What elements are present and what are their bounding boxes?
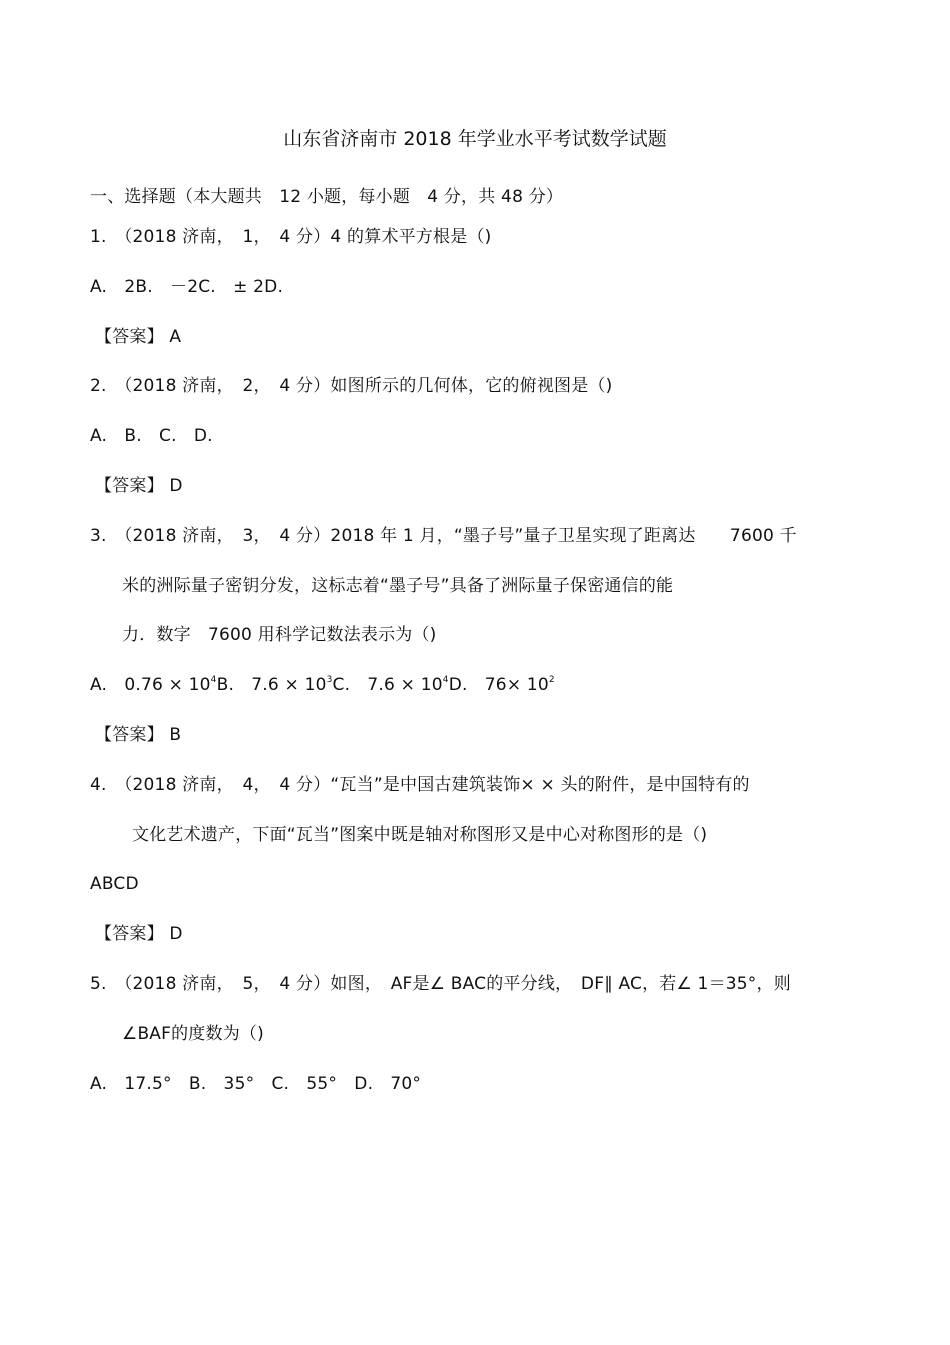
question-2-stem: 2. （2018 济南， 2， 4 分）如图所示的几何体，它的俯视图是（): [90, 376, 613, 396]
option-c-base: C. 7.6 × 10: [332, 675, 443, 695]
question-3-stem-line-2: 米的洲际量子密钥分发，这标志着“墨子号”具备了洲际量子保密通信的能: [122, 576, 674, 596]
option-a-exponent: 4: [210, 675, 217, 685]
question-3-options: [90, 674, 555, 696]
question-2-options: A. B. C. D.: [90, 426, 213, 446]
question-5-stem-line-2: ∠BAF的度数为（): [122, 1024, 264, 1044]
option-c-exponent: 4: [442, 675, 449, 685]
question-4-options: ABCD: [90, 874, 139, 894]
question-1-answer: 【答案】 A: [95, 327, 182, 347]
option-d-exponent: 2: [548, 675, 555, 685]
question-3-answer: 【答案】 B: [95, 725, 182, 745]
question-4-stem-line-2: 文化艺术遗产，下面“瓦当”图案中既是轴对称图形又是中心对称图形的是（): [132, 825, 708, 845]
option-a-base: A. 0.76 × 10: [90, 675, 211, 695]
question-4-stem-line-1: 4. （2018 济南， 4， 4 分）“瓦当”是中国古建筑装饰× × 头的附件，是中国特有的: [90, 775, 750, 795]
question-5-stem-line-1: 5. （2018 济南， 5， 4 分）如图， AF是∠ BAC的平分线， DF∥ AC，若∠ 1＝35°，则: [90, 974, 791, 994]
option-d-base: D. 76× 10: [448, 675, 549, 695]
question-5-options: A. 17.5° B. 35° C. 55° D. 70°: [90, 1074, 422, 1094]
question-1-stem: 1. （2018 济南， 1， 4 分）4 的算术平方根是（): [90, 227, 492, 247]
question-1-options: A. 2B. －2C. ± 2D.: [90, 277, 284, 297]
question-3-stem-line-1: 3. （2018 济南， 3， 4 分）2018 年 1 月，“墨子号”量子卫星实现了距离达 7600 千: [90, 526, 797, 546]
option-b-base: B. 7.6 × 10: [216, 675, 327, 695]
question-4-answer: 【答案】 D: [95, 924, 183, 944]
page-title: 山东省济南市 2018 年学业水平考试数学试题: [283, 128, 667, 150]
option-b-exponent: 3: [326, 675, 333, 685]
section-heading: 一、选择题（本大题共 12 小题，每小题 4 分，共 48 分）: [90, 187, 564, 207]
question-3-stem-line-3: 力．数字 7600 用科学记数法表示为（): [122, 625, 437, 645]
question-2-answer: 【答案】 D: [95, 476, 183, 496]
